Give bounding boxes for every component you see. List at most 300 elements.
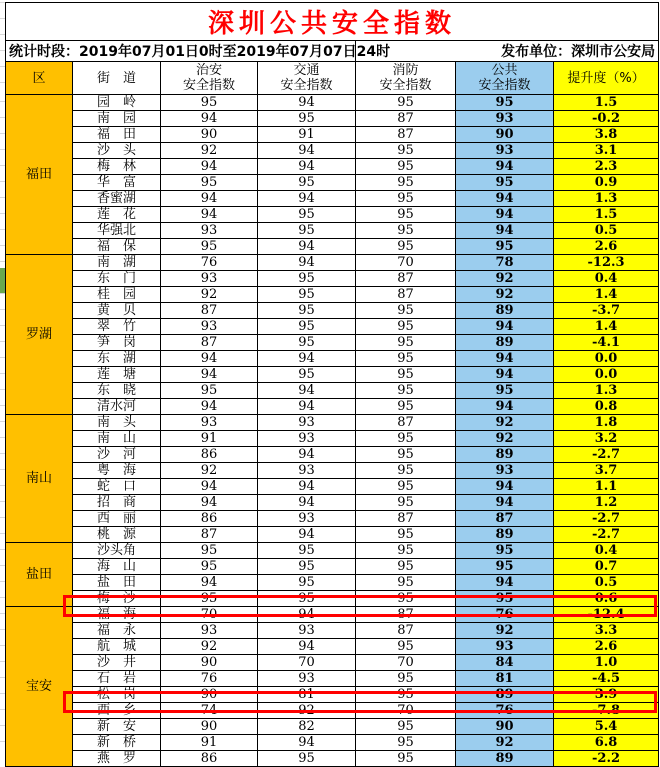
fire-score-cell: 95	[356, 207, 456, 223]
improvement-cell: -4.5	[554, 671, 659, 687]
public-score-cell: 95	[456, 239, 554, 255]
traffic-score-cell: 95	[258, 207, 356, 223]
improvement-cell: 2.6	[554, 239, 659, 255]
public-score-cell: 95	[456, 95, 554, 111]
fire-score-cell: 95	[356, 671, 456, 687]
security-score-cell: 94	[161, 111, 258, 127]
security-score-cell: 87	[161, 335, 258, 351]
public-score-cell: 92	[456, 431, 554, 447]
street-cell: 梅 林	[73, 159, 161, 175]
header-traffic-line2: 安全指数	[280, 78, 333, 93]
security-score-cell: 93	[161, 623, 258, 639]
public-score-cell: 89	[456, 335, 554, 351]
street-cell: 东 晓	[73, 383, 161, 399]
fire-score-cell: 95	[356, 527, 456, 543]
fire-score-cell: 95	[356, 639, 456, 655]
fire-score-cell: 95	[356, 383, 456, 399]
improvement-cell: -12.3	[554, 255, 659, 271]
table-row	[6, 719, 659, 735]
street-cell: 莲 塘	[73, 367, 161, 383]
public-score-cell: 84	[456, 655, 554, 671]
improvement-cell: 6.8	[554, 735, 659, 751]
street-cell: 东 门	[73, 271, 161, 287]
table-row	[6, 607, 659, 623]
traffic-score-cell: 93	[258, 415, 356, 431]
public-score-cell: 94	[456, 479, 554, 495]
public-score-cell: 93	[456, 111, 554, 127]
security-score-cell: 95	[161, 239, 258, 255]
fire-score-cell: 95	[356, 591, 456, 607]
traffic-score-cell: 94	[258, 351, 356, 367]
improvement-cell: 0.5	[554, 223, 659, 239]
traffic-score-cell: 93	[258, 463, 356, 479]
public-score-cell: 92	[456, 271, 554, 287]
traffic-score-cell: 93	[258, 511, 356, 527]
table-row	[6, 447, 659, 463]
street-cell: 园 岭	[73, 95, 161, 111]
improvement-cell: 1.5	[554, 207, 659, 223]
improvement-cell: 3.7	[554, 463, 659, 479]
street-cell: 桃 源	[73, 527, 161, 543]
fire-score-cell: 95	[356, 175, 456, 191]
street-cell: 石 岩	[73, 671, 161, 687]
fire-score-cell: 87	[356, 287, 456, 303]
improvement-cell: -2.7	[554, 527, 659, 543]
table-row	[6, 399, 659, 415]
traffic-score-cell: 94	[258, 607, 356, 623]
fire-score-cell: 95	[356, 751, 456, 767]
public-score-cell: 95	[456, 559, 554, 575]
table-row	[6, 191, 659, 207]
fire-score-cell: 95	[356, 463, 456, 479]
security-score-cell: 94	[161, 191, 258, 207]
security-score-cell: 94	[161, 367, 258, 383]
public-score-cell: 95	[456, 591, 554, 607]
street-cell: 西 乡	[73, 703, 161, 719]
table-row	[6, 111, 659, 127]
table-row	[6, 671, 659, 687]
street-cell: 沙 井	[73, 655, 161, 671]
security-score-cell: 93	[161, 271, 258, 287]
fire-score-cell: 87	[356, 127, 456, 143]
security-score-cell: 92	[161, 143, 258, 159]
security-score-cell: 92	[161, 287, 258, 303]
fire-score-cell: 95	[356, 335, 456, 351]
table-row	[6, 143, 659, 159]
table-row	[6, 207, 659, 223]
security-score-cell: 91	[161, 735, 258, 751]
traffic-score-cell: 93	[258, 431, 356, 447]
street-cell: 粤 海	[73, 463, 161, 479]
traffic-score-cell: 95	[258, 559, 356, 575]
traffic-score-cell: 94	[258, 239, 356, 255]
fire-score-cell: 95	[356, 159, 456, 175]
security-score-cell: 86	[161, 751, 258, 767]
improvement-cell: 1.0	[554, 655, 659, 671]
security-score-cell: 76	[161, 255, 258, 271]
security-score-cell: 86	[161, 447, 258, 463]
traffic-score-cell: 81	[258, 687, 356, 703]
traffic-score-cell: 94	[258, 383, 356, 399]
street-cell: 福 永	[73, 623, 161, 639]
traffic-score-cell: 94	[258, 447, 356, 463]
security-score-cell: 74	[161, 703, 258, 719]
security-score-cell: 93	[161, 415, 258, 431]
security-score-cell: 90	[161, 127, 258, 143]
street-cell: 福 海	[73, 607, 161, 623]
improvement-cell: 0.7	[554, 559, 659, 575]
street-cell: 盐 田	[73, 575, 161, 591]
traffic-score-cell: 70	[258, 655, 356, 671]
public-score-cell: 76	[456, 703, 554, 719]
district-cell: 宝安	[6, 607, 73, 767]
public-score-cell: 94	[456, 575, 554, 591]
street-cell: 笋 岗	[73, 335, 161, 351]
security-score-cell: 92	[161, 463, 258, 479]
traffic-score-cell: 94	[258, 159, 356, 175]
improvement-cell: 0.0	[554, 351, 659, 367]
traffic-score-cell: 94	[258, 527, 356, 543]
fire-score-cell: 87	[356, 415, 456, 431]
security-score-cell: 95	[161, 543, 258, 559]
street-cell: 东 湖	[73, 351, 161, 367]
street-cell: 海 山	[73, 559, 161, 575]
table-row	[6, 255, 659, 271]
improvement-cell: 3.2	[554, 431, 659, 447]
traffic-score-cell: 94	[258, 495, 356, 511]
public-score-cell: 92	[456, 735, 554, 751]
public-score-cell: 94	[456, 223, 554, 239]
table-row	[6, 751, 659, 767]
table-row	[6, 351, 659, 367]
safety-index-sheet	[5, 2, 659, 767]
improvement-cell: -7.8	[554, 703, 659, 719]
fire-score-cell: 95	[356, 223, 456, 239]
street-cell: 华强北	[73, 223, 161, 239]
public-score-cell: 95	[456, 175, 554, 191]
street-cell: 西 丽	[73, 511, 161, 527]
improvement-cell: 1.2	[554, 495, 659, 511]
security-score-cell: 91	[161, 431, 258, 447]
table-row	[6, 623, 659, 639]
traffic-score-cell: 93	[258, 671, 356, 687]
table-row	[6, 559, 659, 575]
street-cell: 黄 贝	[73, 303, 161, 319]
security-score-cell: 94	[161, 495, 258, 511]
public-score-cell: 89	[456, 751, 554, 767]
public-score-cell: 93	[456, 143, 554, 159]
table-row	[6, 735, 659, 751]
security-score-cell: 95	[161, 591, 258, 607]
street-cell: 福 田	[73, 127, 161, 143]
table-row	[6, 127, 659, 143]
traffic-score-cell: 95	[258, 271, 356, 287]
street-cell: 香蜜湖	[73, 191, 161, 207]
traffic-score-cell: 94	[258, 399, 356, 415]
public-score-cell: 94	[456, 399, 554, 415]
header-improvement: 提升度（%）	[554, 62, 659, 95]
safety-index-table	[5, 2, 659, 767]
table-row	[6, 303, 659, 319]
public-score-cell: 94	[456, 495, 554, 511]
table-row	[6, 687, 659, 703]
table-row	[6, 703, 659, 719]
fire-score-cell: 95	[356, 143, 456, 159]
security-score-cell: 92	[161, 639, 258, 655]
street-cell: 南 头	[73, 415, 161, 431]
security-score-cell: 95	[161, 95, 258, 111]
header-public-line1: 公共	[491, 63, 518, 78]
street-cell: 莲 花	[73, 207, 161, 223]
improvement-cell: -0.2	[554, 111, 659, 127]
street-cell: 沙 河	[73, 447, 161, 463]
street-cell: 燕 罗	[73, 751, 161, 767]
fire-score-cell: 95	[356, 495, 456, 511]
security-score-cell: 93	[161, 223, 258, 239]
public-score-cell: 89	[456, 527, 554, 543]
public-score-cell: 94	[456, 319, 554, 335]
header-fire-index	[356, 62, 456, 95]
security-score-cell: 94	[161, 479, 258, 495]
improvement-cell: -3.7	[554, 303, 659, 319]
table-row	[6, 335, 659, 351]
table-row	[6, 527, 659, 543]
table-row	[6, 175, 659, 191]
district-cell: 福田	[6, 95, 73, 255]
fire-score-cell: 95	[356, 399, 456, 415]
fire-score-cell: 70	[356, 703, 456, 719]
header-traffic-line1: 交通	[293, 63, 320, 78]
public-score-cell: 94	[456, 351, 554, 367]
security-score-cell: 76	[161, 671, 258, 687]
security-score-cell: 94	[161, 159, 258, 175]
fire-score-cell: 70	[356, 655, 456, 671]
improvement-cell: 1.5	[554, 95, 659, 111]
header-security-line2: 安全指数	[182, 78, 235, 93]
security-score-cell: 95	[161, 383, 258, 399]
public-score-cell: 94	[456, 159, 554, 175]
improvement-cell: 3.9	[554, 687, 659, 703]
traffic-score-cell: 95	[258, 175, 356, 191]
column-header-row	[6, 62, 659, 95]
traffic-score-cell: 95	[258, 319, 356, 335]
fire-score-cell: 95	[356, 559, 456, 575]
header-fire-line2: 安全指数	[379, 78, 432, 93]
improvement-cell: 2.6	[554, 639, 659, 655]
traffic-score-cell: 95	[258, 335, 356, 351]
public-score-cell: 81	[456, 671, 554, 687]
traffic-score-cell: 95	[258, 575, 356, 591]
table-row	[6, 95, 659, 111]
street-cell: 福 保	[73, 239, 161, 255]
title-cell	[6, 3, 659, 41]
improvement-cell: 3.3	[554, 623, 659, 639]
fire-score-cell: 87	[356, 607, 456, 623]
security-score-cell: 95	[161, 559, 258, 575]
improvement-cell: -2.7	[554, 447, 659, 463]
traffic-score-cell: 92	[258, 703, 356, 719]
district-cell: 南山	[6, 415, 73, 543]
public-score-cell: 94	[456, 367, 554, 383]
improvement-cell: 3.8	[554, 127, 659, 143]
security-score-cell: 94	[161, 207, 258, 223]
public-score-cell: 92	[456, 415, 554, 431]
improvement-cell: -4.1	[554, 335, 659, 351]
table-row	[6, 431, 659, 447]
traffic-score-cell: 95	[258, 287, 356, 303]
traffic-score-cell: 95	[258, 591, 356, 607]
fire-score-cell: 95	[356, 719, 456, 735]
fire-score-cell: 95	[356, 431, 456, 447]
improvement-cell: 2.3	[554, 159, 659, 175]
table-row	[6, 271, 659, 287]
header-traffic-index	[258, 62, 356, 95]
table-row	[6, 367, 659, 383]
street-cell: 梅 沙	[73, 591, 161, 607]
improvement-cell: 3.1	[554, 143, 659, 159]
traffic-score-cell: 94	[258, 143, 356, 159]
improvement-cell: 1.1	[554, 479, 659, 495]
traffic-score-cell: 95	[258, 111, 356, 127]
improvement-cell: 0.0	[554, 367, 659, 383]
fire-score-cell: 95	[356, 95, 456, 111]
street-cell: 航 城	[73, 639, 161, 655]
street-cell: 蛇 口	[73, 479, 161, 495]
header-public-index	[456, 62, 554, 95]
fire-score-cell: 87	[356, 111, 456, 127]
header-street: 街 道	[73, 62, 161, 95]
table-row	[6, 479, 659, 495]
public-score-cell: 87	[456, 511, 554, 527]
table-row	[6, 591, 659, 607]
district-cell: 罗湖	[6, 255, 73, 415]
fire-score-cell: 95	[356, 687, 456, 703]
traffic-score-cell: 94	[258, 95, 356, 111]
improvement-cell: 5.4	[554, 719, 659, 735]
header-security-line1: 治安	[195, 63, 222, 78]
security-score-cell: 86	[161, 511, 258, 527]
security-score-cell: 90	[161, 687, 258, 703]
security-score-cell: 90	[161, 655, 258, 671]
traffic-score-cell: 82	[258, 719, 356, 735]
security-score-cell: 94	[161, 399, 258, 415]
street-cell: 沙 头	[73, 143, 161, 159]
fire-score-cell: 95	[356, 367, 456, 383]
security-score-cell: 87	[161, 527, 258, 543]
street-cell: 南 湖	[73, 255, 161, 271]
public-score-cell: 76	[456, 607, 554, 623]
improvement-cell: -2.2	[554, 751, 659, 767]
fire-score-cell: 95	[356, 479, 456, 495]
street-cell: 新 安	[73, 719, 161, 735]
table-row	[6, 383, 659, 399]
improvement-cell: 1.3	[554, 191, 659, 207]
header-public-line2: 安全指数	[478, 78, 531, 93]
security-score-cell: 94	[161, 351, 258, 367]
fire-score-cell: 87	[356, 511, 456, 527]
improvement-cell: 1.4	[554, 287, 659, 303]
public-score-cell: 89	[456, 687, 554, 703]
fire-score-cell: 95	[356, 735, 456, 751]
improvement-cell: 0.5	[554, 575, 659, 591]
table-row	[6, 319, 659, 335]
fire-score-cell: 95	[356, 447, 456, 463]
street-cell: 华 富	[73, 175, 161, 191]
traffic-score-cell: 94	[258, 479, 356, 495]
improvement-cell: 1.4	[554, 319, 659, 335]
street-cell: 南 山	[73, 431, 161, 447]
street-cell: 招 商	[73, 495, 161, 511]
traffic-score-cell: 91	[258, 127, 356, 143]
meta-row	[6, 41, 659, 62]
public-score-cell: 95	[456, 543, 554, 559]
header-fire-line1: 消防	[392, 63, 419, 78]
public-score-cell: 93	[456, 463, 554, 479]
street-cell: 翠 竹	[73, 319, 161, 335]
security-score-cell: 70	[161, 607, 258, 623]
security-score-cell: 93	[161, 319, 258, 335]
traffic-score-cell: 94	[258, 639, 356, 655]
traffic-score-cell: 93	[258, 623, 356, 639]
security-score-cell: 95	[161, 175, 258, 191]
page-title: 深圳公共安全指数	[208, 9, 457, 39]
district-cell: 盐田	[6, 543, 73, 607]
fire-score-cell: 87	[356, 271, 456, 287]
security-score-cell: 90	[161, 719, 258, 735]
fire-score-cell: 95	[356, 575, 456, 591]
fire-score-cell: 70	[356, 255, 456, 271]
security-score-cell: 87	[161, 303, 258, 319]
table-row	[6, 239, 659, 255]
security-score-cell: 94	[161, 575, 258, 591]
table-row	[6, 639, 659, 655]
public-score-cell: 92	[456, 287, 554, 303]
fire-score-cell: 95	[356, 303, 456, 319]
traffic-score-cell: 95	[258, 543, 356, 559]
table-row	[6, 287, 659, 303]
fire-score-cell: 95	[356, 351, 456, 367]
traffic-score-cell: 94	[258, 255, 356, 271]
improvement-cell: -2.7	[554, 511, 659, 527]
improvement-cell: 0.6	[554, 591, 659, 607]
traffic-score-cell: 94	[258, 735, 356, 751]
improvement-cell: 1.8	[554, 415, 659, 431]
title-row	[6, 3, 659, 41]
table-row	[6, 495, 659, 511]
traffic-score-cell: 95	[258, 223, 356, 239]
table-row	[6, 223, 659, 239]
street-cell: 沙头角	[73, 543, 161, 559]
street-cell: 南 园	[73, 111, 161, 127]
traffic-score-cell: 95	[258, 751, 356, 767]
publisher-label: 发布单位：深圳市公安局	[356, 41, 659, 62]
improvement-cell: 1.3	[554, 383, 659, 399]
table-row	[6, 415, 659, 431]
public-score-cell: 78	[456, 255, 554, 271]
improvement-cell: 0.4	[554, 543, 659, 559]
public-score-cell: 89	[456, 447, 554, 463]
street-cell: 松 岗	[73, 687, 161, 703]
improvement-cell: 0.9	[554, 175, 659, 191]
fire-score-cell: 95	[356, 191, 456, 207]
traffic-score-cell: 95	[258, 303, 356, 319]
fire-score-cell: 95	[356, 319, 456, 335]
public-score-cell: 92	[456, 623, 554, 639]
improvement-cell: 0.4	[554, 271, 659, 287]
fire-score-cell: 87	[356, 623, 456, 639]
public-score-cell: 89	[456, 303, 554, 319]
improvement-cell: 0.8	[554, 399, 659, 415]
